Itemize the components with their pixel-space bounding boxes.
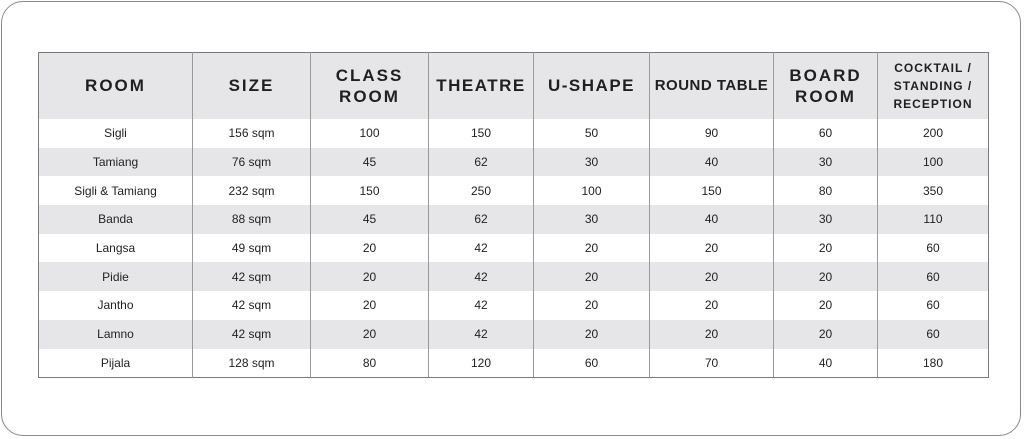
header-theatre: THEATRE [429,53,534,120]
cocktail-capacity-cell: 180 [878,349,989,378]
room-name-cell: Lamno [39,320,193,349]
room-name-cell: Banda [39,205,193,234]
room-size-cell: 42 sqm [193,291,311,320]
table-body [39,119,989,378]
round-table-capacity-cell: 40 [650,205,774,234]
room-size-cell: 88 sqm [193,205,311,234]
table-row [39,320,989,349]
room-size-cell: 42 sqm [193,262,311,291]
cocktail-capacity-cell: 60 [878,291,989,320]
round-table-capacity-cell: 70 [650,349,774,378]
theatre-capacity-cell: 62 [429,148,534,177]
classroom-capacity-cell: 20 [311,234,429,263]
header-boardroom: BOARD ROOM [774,53,878,120]
room-size-cell: 76 sqm [193,148,311,177]
u-shape-capacity-cell: 30 [534,148,650,177]
cocktail-capacity-cell: 60 [878,234,989,263]
round-table-capacity-cell: 20 [650,234,774,263]
table-row [39,349,989,378]
theatre-capacity-cell: 120 [429,349,534,378]
round-table-capacity-cell: 20 [650,262,774,291]
room-size-cell: 128 sqm [193,349,311,378]
round-table-capacity-cell: 150 [650,176,774,205]
table-row [39,291,989,320]
boardroom-capacity-cell: 20 [774,291,878,320]
cocktail-capacity-cell: 200 [878,119,989,148]
u-shape-capacity-cell: 20 [534,320,650,349]
room-size-cell: 232 sqm [193,176,311,205]
boardroom-capacity-cell: 30 [774,205,878,234]
classroom-capacity-cell: 20 [311,291,429,320]
boardroom-capacity-cell: 40 [774,349,878,378]
room-name-cell: Tamiang [39,148,193,177]
cocktail-capacity-cell: 100 [878,148,989,177]
classroom-capacity-cell: 150 [311,176,429,205]
round-table-capacity-cell: 20 [650,291,774,320]
u-shape-capacity-cell: 30 [534,205,650,234]
theatre-capacity-cell: 42 [429,320,534,349]
room-size-cell: 156 sqm [193,119,311,148]
classroom-capacity-cell: 45 [311,205,429,234]
room-name-cell: Pidie [39,262,193,291]
classroom-capacity-cell: 45 [311,148,429,177]
header-cocktail-standing-reception: COCKTAIL / STANDING / RECEPTION [878,53,989,120]
header-round-table: ROUND TABLE [650,53,774,120]
theatre-capacity-cell: 150 [429,119,534,148]
u-shape-capacity-cell: 20 [534,262,650,291]
round-table-capacity-cell: 20 [650,320,774,349]
theatre-capacity-cell: 42 [429,291,534,320]
boardroom-capacity-cell: 20 [774,262,878,291]
u-shape-capacity-cell: 20 [534,234,650,263]
room-name-cell: Jantho [39,291,193,320]
cocktail-capacity-cell: 60 [878,320,989,349]
table-row [39,148,989,177]
classroom-capacity-cell: 100 [311,119,429,148]
u-shape-capacity-cell: 20 [534,291,650,320]
theatre-capacity-cell: 62 [429,205,534,234]
table-row [39,234,989,263]
header-row [39,53,989,120]
u-shape-capacity-cell: 100 [534,176,650,205]
cocktail-capacity-cell: 350 [878,176,989,205]
boardroom-capacity-cell: 20 [774,320,878,349]
table-row [39,205,989,234]
cocktail-capacity-cell: 60 [878,262,989,291]
room-name-cell: Langsa [39,234,193,263]
header-room: ROOM [39,53,193,120]
room-name-cell: Sigli & Tamiang [39,176,193,205]
theatre-capacity-cell: 42 [429,262,534,291]
boardroom-capacity-cell: 20 [774,234,878,263]
cocktail-capacity-cell: 110 [878,205,989,234]
table-row [39,262,989,291]
room-size-cell: 49 sqm [193,234,311,263]
boardroom-capacity-cell: 60 [774,119,878,148]
round-table-capacity-cell: 40 [650,148,774,177]
boardroom-capacity-cell: 80 [774,176,878,205]
room-capacity-table [38,52,989,378]
classroom-capacity-cell: 80 [311,349,429,378]
room-name-cell: Pijala [39,349,193,378]
classroom-capacity-cell: 20 [311,262,429,291]
u-shape-capacity-cell: 60 [534,349,650,378]
header-size: SIZE [193,53,311,120]
theatre-capacity-cell: 42 [429,234,534,263]
table-row [39,119,989,148]
u-shape-capacity-cell: 50 [534,119,650,148]
table-row [39,176,989,205]
header-u-shape: U-SHAPE [534,53,650,120]
header-classroom: CLASS ROOM [311,53,429,120]
room-name-cell: Sigli [39,119,193,148]
round-table-capacity-cell: 90 [650,119,774,148]
classroom-capacity-cell: 20 [311,320,429,349]
room-size-cell: 42 sqm [193,320,311,349]
boardroom-capacity-cell: 30 [774,148,878,177]
theatre-capacity-cell: 250 [429,176,534,205]
